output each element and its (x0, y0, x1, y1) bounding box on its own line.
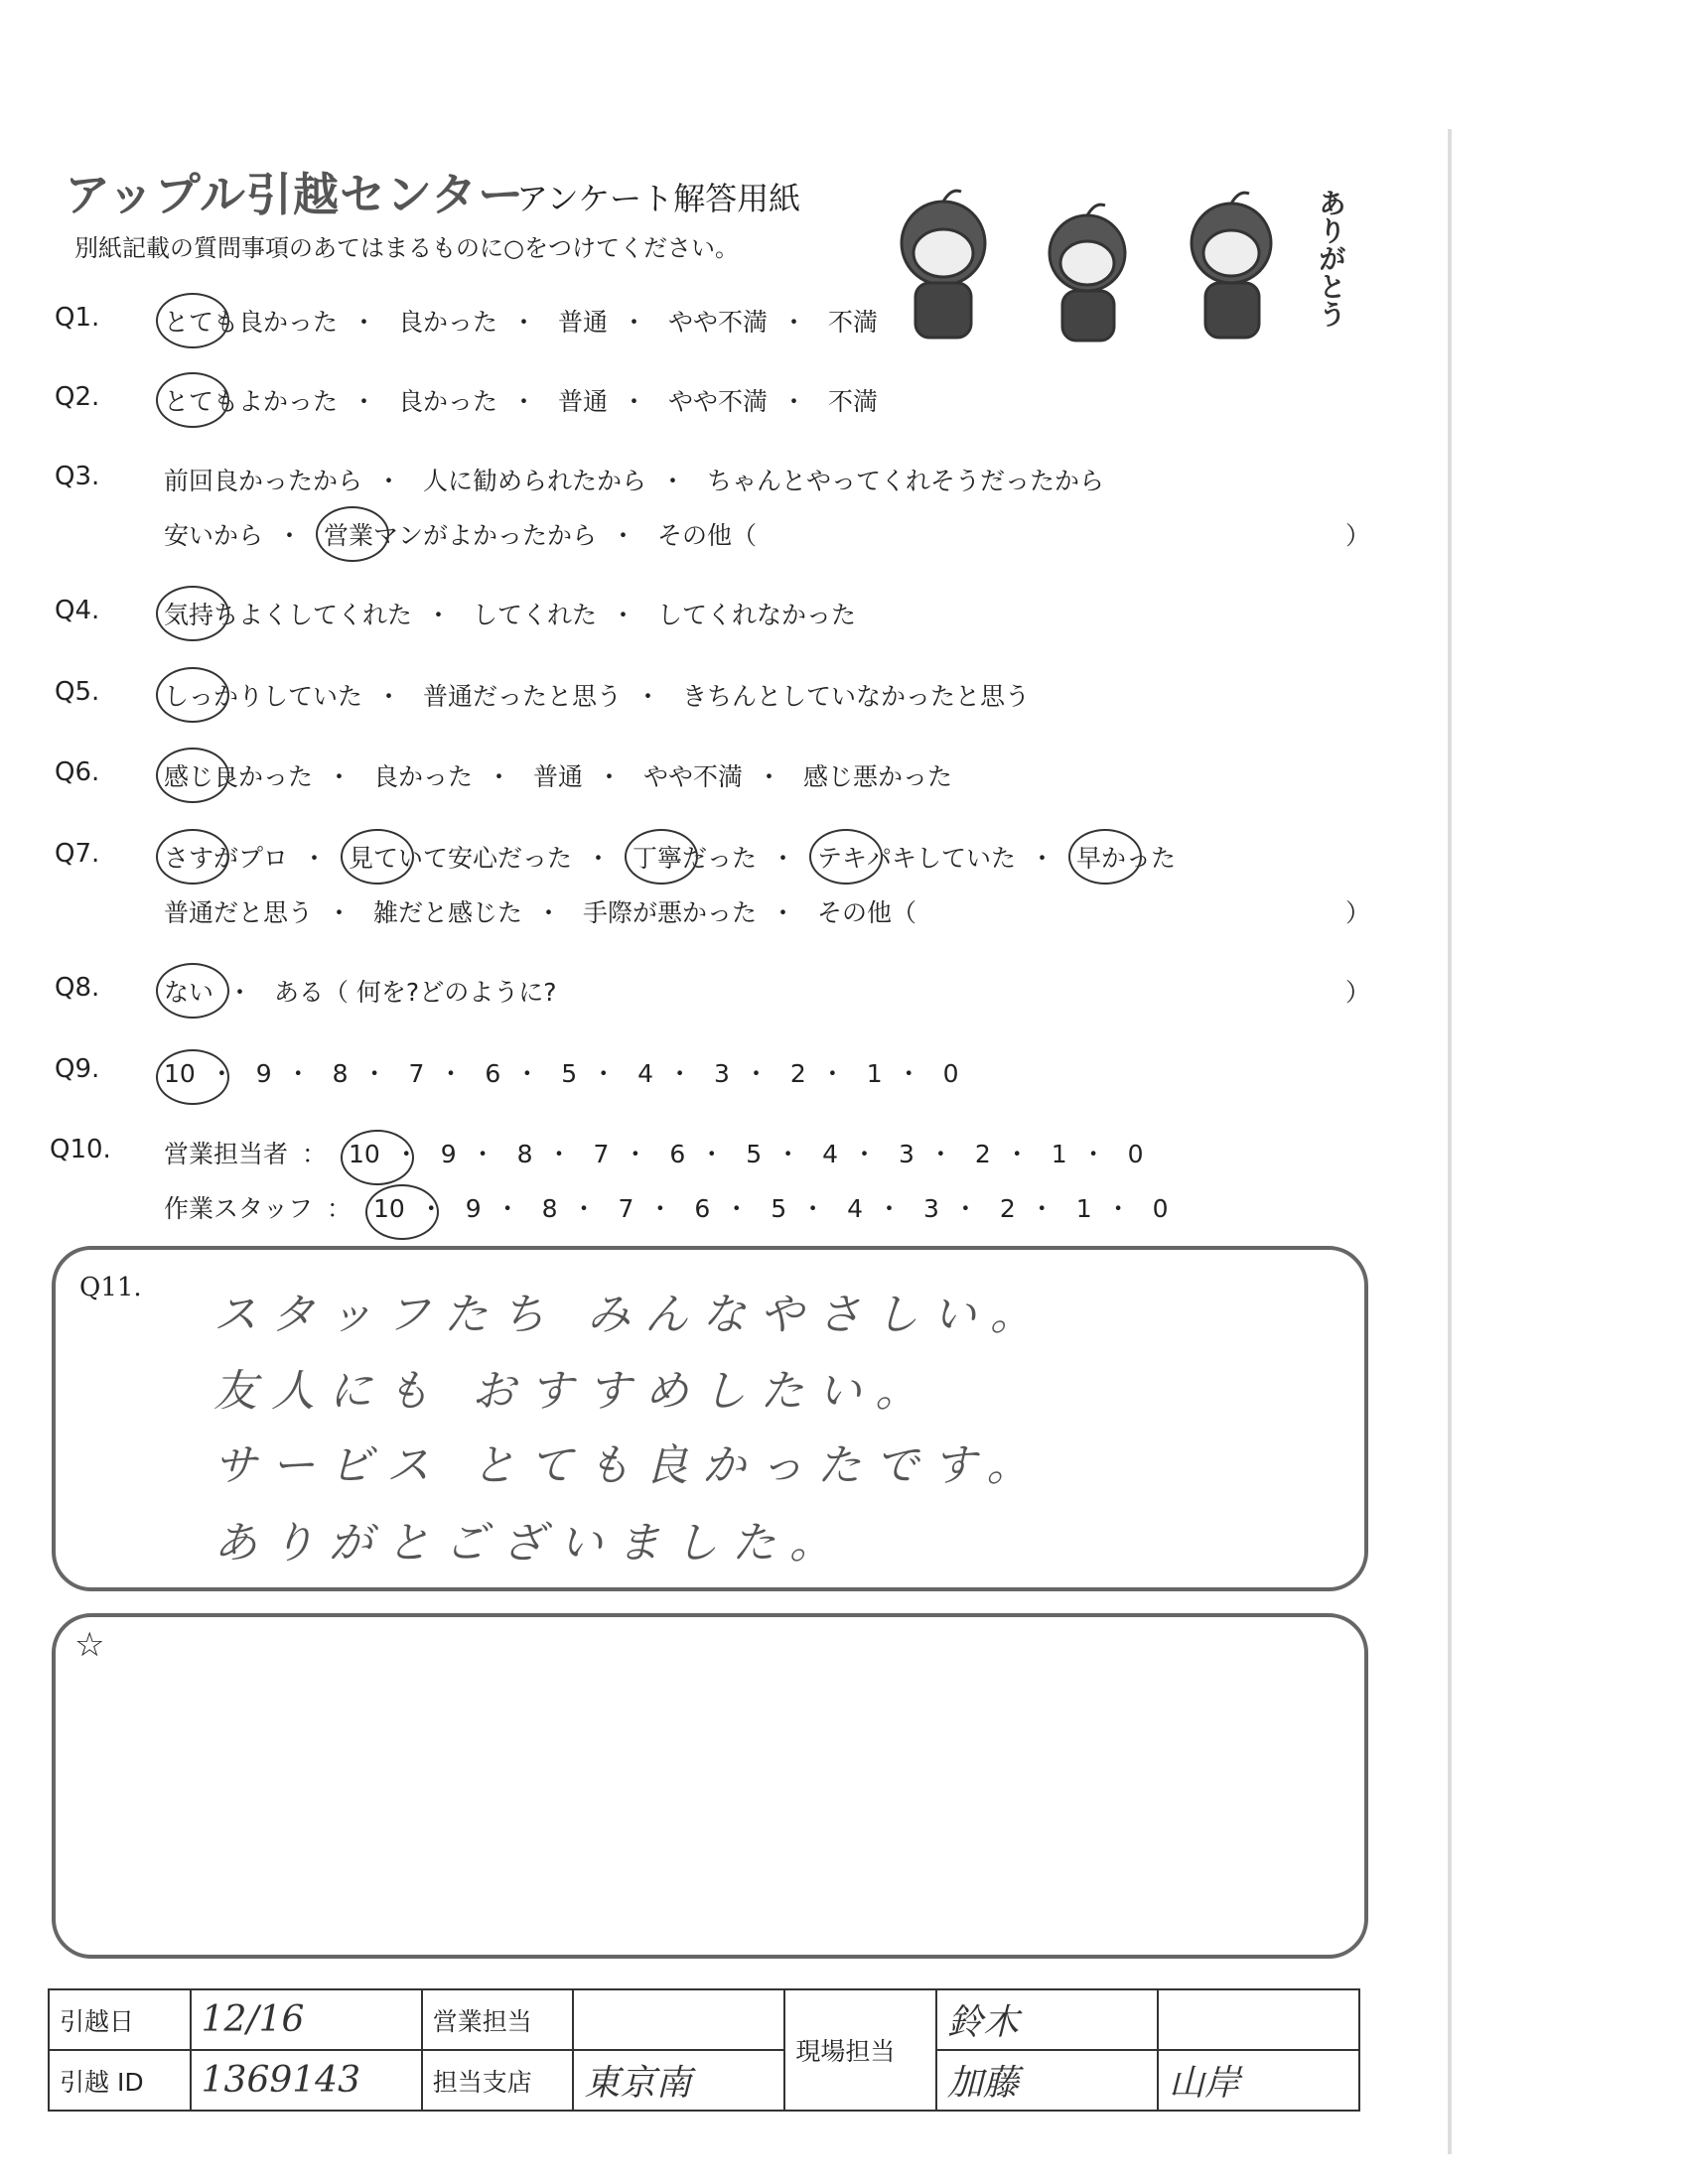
form-title: アンケート解答用紙 (516, 180, 801, 217)
q10-score[interactable]: 8 (516, 1140, 533, 1168)
q4-option[interactable]: してくれた (472, 601, 597, 629)
handwritten-comment-line: サービス とても良かったです。 (213, 1440, 1045, 1491)
q2-option[interactable]: やや不満 (667, 387, 768, 416)
star-icon: ☆ (74, 1625, 105, 1665)
q1-option-circled[interactable]: とても良かった (164, 303, 338, 339)
q7-option-circled[interactable]: 丁寧だった (633, 839, 757, 875)
question-label: Q9. (55, 1054, 100, 1084)
q3-option[interactable]: 人に勧められたから (422, 467, 646, 495)
q10-row-label: 作業スタッフ (164, 1194, 314, 1223)
q3-option[interactable]: 前回良かったから (164, 467, 363, 495)
q2-option[interactable]: 普通 (557, 387, 608, 416)
q6-option[interactable]: やや不満 (642, 762, 743, 791)
q7-option-circled[interactable]: テキパキしていた (817, 839, 1016, 875)
q3-option-other[interactable]: その他（ (656, 521, 757, 550)
q2-option[interactable]: 不満 (827, 387, 878, 416)
q7-option[interactable]: 雑だと感じた (372, 898, 522, 927)
q10-score[interactable]: 1 (1051, 1140, 1067, 1168)
q9-score[interactable]: 4 (637, 1059, 654, 1088)
q10-score[interactable]: 2 (974, 1140, 991, 1168)
q3-option-circled[interactable]: 営業マンがよかったから (324, 516, 597, 552)
q9-score[interactable]: 9 (255, 1059, 272, 1088)
q5-option-circled[interactable]: しっかりしていた (164, 677, 362, 713)
staff-notes-box[interactable] (52, 1613, 1368, 1959)
q4-option[interactable]: してくれなかった (656, 601, 856, 629)
q10-score-circled[interactable]: 10 (348, 1140, 380, 1168)
question-label: Q1. (55, 303, 100, 333)
monkey-1-icon (902, 191, 985, 338)
q10-score[interactable]: 8 (541, 1194, 558, 1223)
handwritten-comment-line: 友人にも おすすめしたい。 (213, 1366, 933, 1417)
q10-score[interactable]: 2 (999, 1194, 1016, 1223)
handwritten-comment-line: ありがとございました。 (213, 1518, 847, 1569)
q6-option-circled[interactable]: 感じ良かった (164, 757, 313, 793)
q10-score[interactable]: 1 (1075, 1194, 1092, 1223)
q10-score-circled[interactable]: 10 (372, 1194, 405, 1223)
question-label: Q8. (55, 973, 100, 1003)
q7-option-other[interactable]: その他（ (816, 898, 916, 927)
sales-staff-value (573, 1989, 784, 2050)
q10-score[interactable]: 0 (1127, 1140, 1144, 1168)
sales-staff-label: 営業担当 (422, 1989, 574, 2050)
q2-option[interactable]: 良かった (397, 387, 497, 416)
move-date-label: 引越日 (49, 1989, 191, 2050)
branch-value: 東京南 (573, 2050, 784, 2111)
q10-score[interactable]: 3 (899, 1140, 914, 1168)
question-label: Q6. (55, 757, 100, 787)
question-label: Q5. (55, 677, 100, 707)
q9-score[interactable]: 1 (866, 1059, 883, 1088)
q10-score[interactable]: 3 (923, 1194, 939, 1223)
q10-score[interactable]: 0 (1152, 1194, 1169, 1223)
q5-option[interactable]: 普通だったと思う (422, 682, 622, 711)
move-date-value: 12/16 (191, 1989, 422, 2050)
handwritten-comment-line: スタッフたち みんなやさしい。 (213, 1290, 1048, 1340)
monkey-mascots-illustration (874, 184, 1340, 352)
q9-score[interactable]: 5 (561, 1059, 578, 1088)
q7-option-circled[interactable]: さすがプロ (164, 839, 288, 875)
mascot-thanks-text: ありがとう (1315, 189, 1347, 328)
brand-logo-text: アップル引越センター (65, 168, 525, 221)
q8-option[interactable]: ある（ 何を?どのように? (273, 978, 557, 1007)
q7-option-circled[interactable]: 見ていて安心だった (349, 839, 572, 875)
q7-option[interactable]: 普通だと思う (164, 898, 314, 927)
q10-score[interactable]: 9 (440, 1140, 457, 1168)
q3-option[interactable]: 安いから (164, 521, 264, 550)
q1-option[interactable]: やや不満 (667, 308, 768, 337)
monkey-2-icon (1050, 205, 1125, 341)
site-staff-name: 加藤 (936, 2050, 1158, 2111)
q4-option-circled[interactable]: 気持ちよくしてくれた (164, 596, 412, 631)
q2-option-circled[interactable]: とてもよかった (164, 382, 338, 418)
q5-option[interactable]: きちんとしていなかったと思う (681, 682, 1030, 711)
q10-score[interactable]: 4 (822, 1140, 839, 1168)
question-label: Q3. (55, 462, 100, 491)
q9-score[interactable]: 7 (408, 1059, 425, 1088)
q10-score[interactable]: 6 (669, 1140, 686, 1168)
q10-score[interactable]: 5 (771, 1194, 787, 1223)
q3-option[interactable]: ちゃんとやってくれそうだったから (706, 467, 1104, 495)
question-label: Q10. (50, 1135, 111, 1164)
q1-option[interactable]: 不満 (827, 308, 878, 337)
question-label: Q4. (55, 596, 100, 625)
q9-score[interactable]: 2 (789, 1059, 806, 1088)
q1-option[interactable]: 良かった (397, 308, 497, 337)
question-label: Q7. (55, 839, 100, 869)
q10-score[interactable]: 4 (847, 1194, 864, 1223)
close-paren: ） (1345, 898, 1371, 927)
move-info-table (48, 1988, 1360, 2112)
instruction-text: 別紙記載の質問事項のあてはまるものに○をつけてください。 (74, 234, 739, 262)
q7-option-circled[interactable]: 早かった (1076, 839, 1176, 875)
q10-score[interactable]: 9 (465, 1194, 482, 1223)
q9-score-circled[interactable]: 10 (164, 1059, 196, 1088)
site-staff-label: 現場担当 (784, 1989, 936, 2111)
q11-label: Q11. (79, 1273, 142, 1302)
q10-score[interactable]: 5 (746, 1140, 763, 1168)
q7-option[interactable]: 手際が悪かった (582, 898, 757, 927)
q10-row-label: 営業担当者 (164, 1140, 289, 1168)
q9-score[interactable]: 3 (714, 1059, 730, 1088)
q10-score[interactable]: 7 (593, 1140, 610, 1168)
site-staff-empty (1158, 1989, 1359, 2050)
q8-option-circled[interactable]: ない (164, 973, 213, 1009)
site-staff-name: 鈴木 (936, 1989, 1158, 2050)
branch-label: 担当支店 (422, 2050, 574, 2111)
close-paren: ） (1345, 978, 1371, 1007)
q10-score[interactable]: 6 (694, 1194, 711, 1223)
move-id-value: 1369143 (191, 2050, 422, 2111)
page-edge (1448, 129, 1452, 2154)
move-id-label: 引越 ID (49, 2050, 191, 2111)
q6-option[interactable]: 普通 (532, 762, 583, 791)
q1-option[interactable]: 普通 (557, 308, 608, 337)
close-paren: ） (1345, 521, 1371, 550)
monkey-3-icon (1192, 193, 1271, 338)
q6-option[interactable]: 良かった (372, 762, 473, 791)
q10-score[interactable]: 7 (618, 1194, 634, 1223)
q9-score[interactable]: 0 (942, 1059, 959, 1088)
q9-score[interactable]: 8 (332, 1059, 349, 1088)
question-label: Q2. (55, 382, 100, 412)
site-staff-name: 山岸 (1158, 2050, 1359, 2111)
q6-option[interactable]: 感じ悪かった (802, 762, 952, 791)
q9-score[interactable]: 6 (485, 1059, 501, 1088)
